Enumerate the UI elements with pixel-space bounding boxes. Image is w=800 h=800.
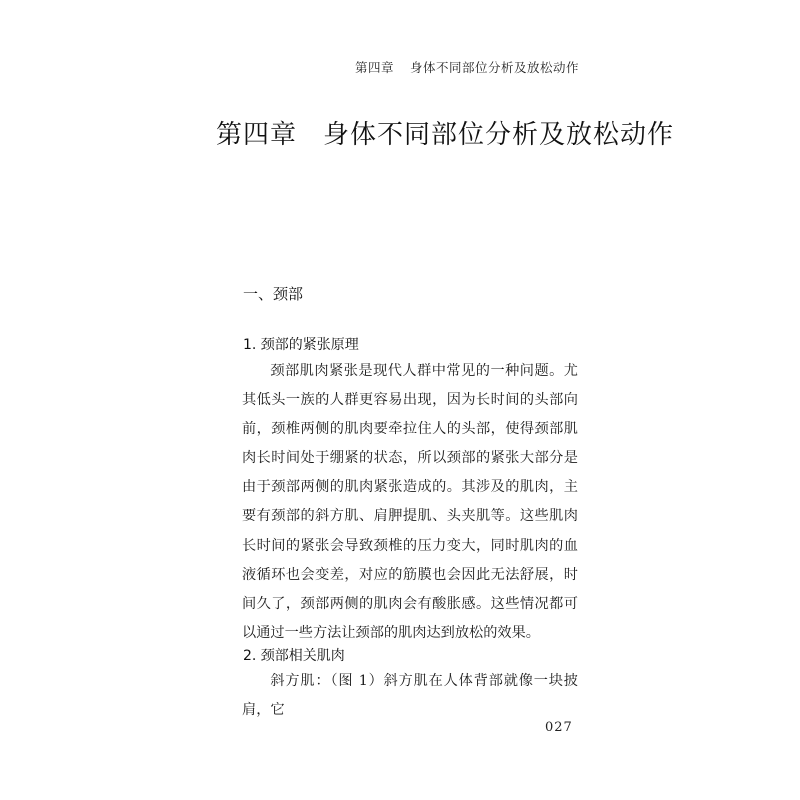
chapter-title bbox=[216, 114, 674, 151]
page-number: 027 bbox=[545, 720, 573, 735]
running-header-chapter: 第四章 bbox=[354, 60, 394, 75]
section-heading-neck: 一、颈部 bbox=[243, 285, 304, 303]
chapter-title-text: 身体不同部位分析及放松动作 bbox=[323, 120, 675, 150]
subsection-heading-tension-principle: 1. 颈部的紧张原理 bbox=[243, 337, 359, 353]
body-paragraph-tension-principle: 颈部肌肉紧张是现代人群中常见的一种问题。尤其低头一族的人群更容易出现，因为长时间的头部向前，颈椎两侧的肌肉要牵拉住人的头部，使得颈部肌肉长时间处于绷紧的状态，所以颈部的紧张大部分是由于颈部两侧的肌肉紧张造成的。其涉及的肌肉，主要有颈部的斜方肌、肩胛提肌、头夹肌等。这些肌肉长时间的紧张会导致颈椎的压力变大，同时肌肉的血液循环也会变差，对应的筋膜也会因此无法舒展，时间久了，颈部两侧的肌肉会有酸胀感。这些情况都可以通过一些方法让颈部的肌肉达到放松的效果。 bbox=[242, 363, 578, 641]
subsection-heading-related-muscles: 2. 颈部相关肌肉 bbox=[243, 648, 345, 664]
running-header bbox=[355, 58, 579, 76]
chapter-number: 第四章 bbox=[216, 120, 298, 150]
body-paragraph-related-muscles: 斜方肌：（图 1）斜方肌在人体背部就像一块披肩，它 bbox=[242, 673, 578, 719]
running-header-title: 身体不同部位分析及放松动作 bbox=[409, 60, 579, 75]
